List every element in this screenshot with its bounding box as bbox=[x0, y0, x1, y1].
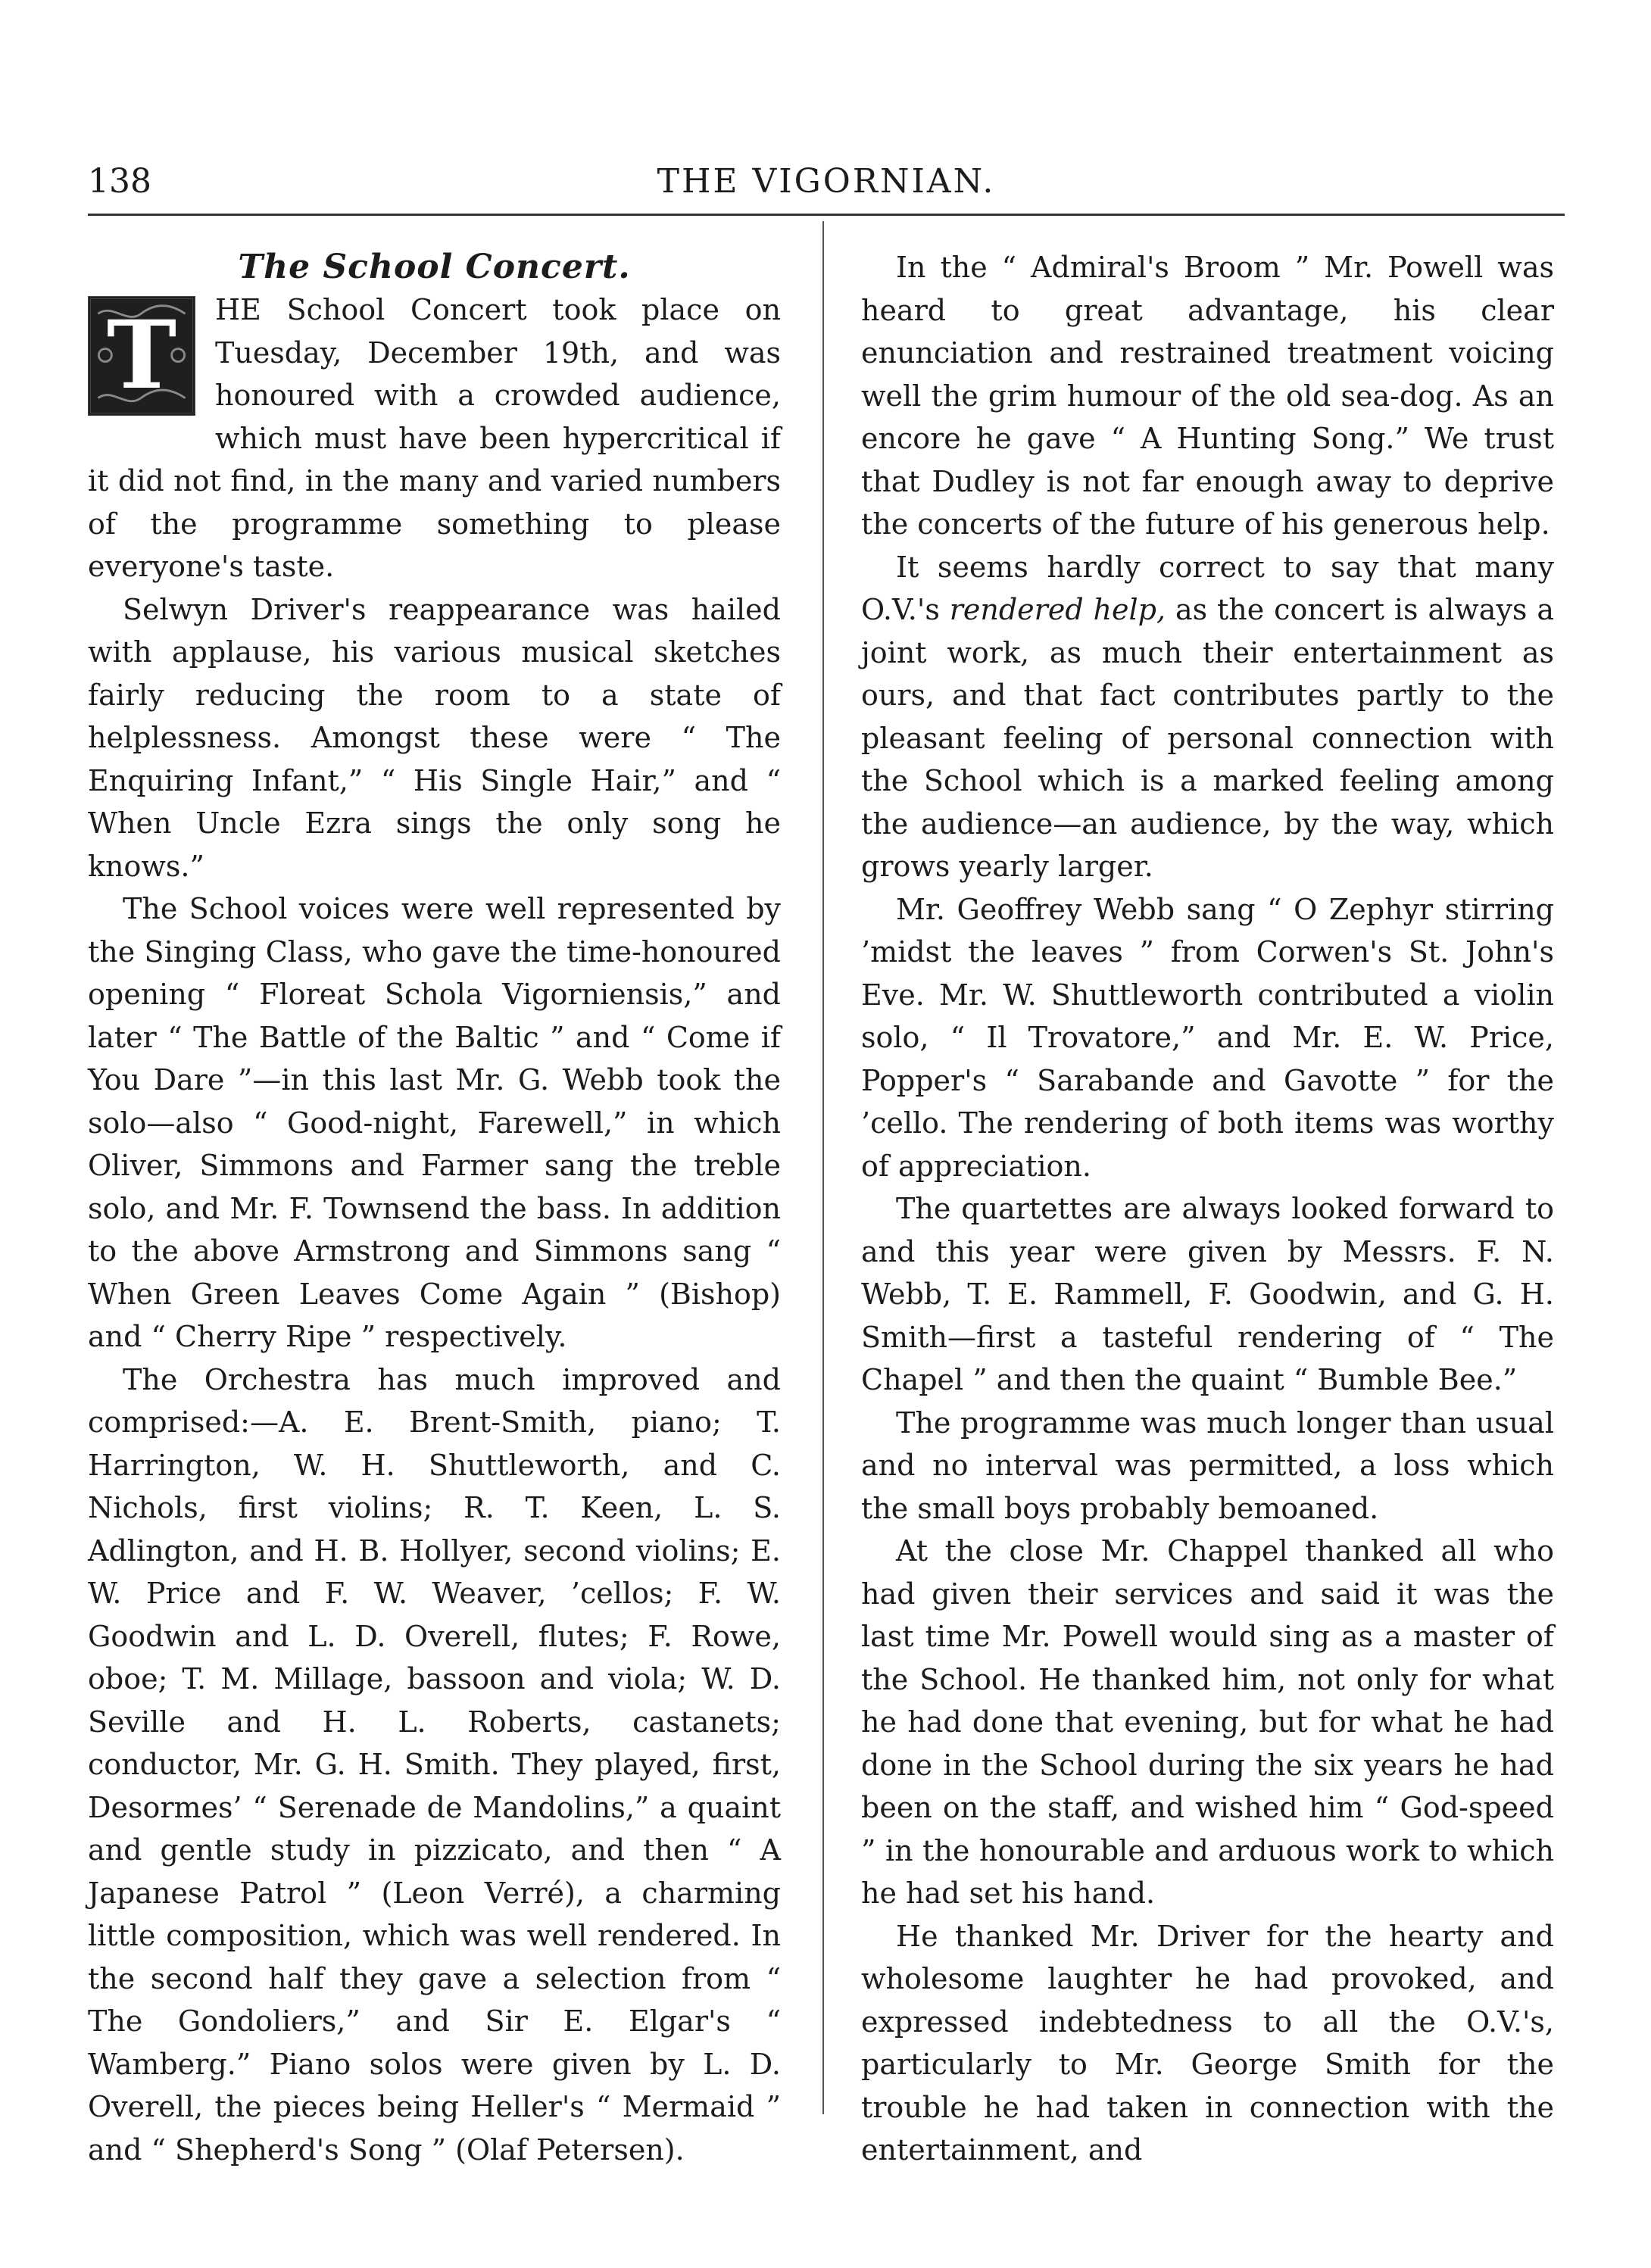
article-paragraph: Mr. Geoffrey Webb sang “ O Zephyr stirring ’midst the leaves ” from Corwen's St. John's Eve. Mr. W. Shuttleworth contributed a violin solo, “ Il Trovatore,” and Mr. E. W. Price, Popper's “ Sarabande and Gavotte ” for the ’cello. The rendering of both items was worthy of appreciation. bbox=[861, 892, 1554, 1183]
emphasis-text: rendered help, bbox=[949, 593, 1166, 626]
dropcap-ornament bbox=[88, 296, 195, 416]
article-paragraph: The School voices were well represented by the Singing Class, who gave the time-honoured opening “ Floreat Schola Vigorniensis,” and later “ The Battle of the Baltic ” and “ Come if You Dare ”—in this last Mr. G. Webb took the solo—also “ Good-night, Farewell,” in which Oliver, Simmons and Farmer sang the treble solo, and Mr. F. Townsend the bass. In addition to the above Armstrong and Simmons sang “ When Green Leaves Come Again ” (Bishop) and “ Cherry Ripe ” respectively. bbox=[88, 892, 781, 1353]
paragraph-text: HE School Concert took place on Tuesday, December 19th, and was honoured with a crowded audience, which must have been hypercritical if it did not find, in the many and varied numbers of the programme something to please everyone's taste. bbox=[88, 293, 781, 583]
article-paragraph: The Orchestra has much improved and comprised:—A. E. Brent-Smith, piano; T. Harrington, W. H. Shuttleworth, and C. Nichols, first violins; R. T. Keen, L. S. Adlington, and H. B. Hollyer, second violins; E. W. Price and F. W. Weaver, ’cellos; F. W. Goodwin and L. D. Overell, flutes; F. Rowe, oboe; T. M. Millage, bassoon and viola; W. D. Seville and H. L. Roberts, castanets; conductor, Mr. G. H. Smith. They played, first, Desormes’ “ Serenade de Mandolins,” a quaint and gentle study in pizzicato, and then “ A Japanese Patrol ” (Leon Verré), a charming little composition, which was well rendered. In the second half they gave a selection from “ The Gondoliers,” and Sir E. Elgar's “ Wamberg.” Piano solos were given by L. D. Overell, the pieces being Heller's “ Mermaid ” and “ Shepherd's Song ” (Olaf Petersen). bbox=[88, 1362, 781, 2167]
article-paragraph: Selwyn Driver's reappearance was hailed with applause, his various musical sketches fairly reducing the room to a state of helplessness. Amongst these were “ The Enquiring Infant,” “ His Single Hair,” and “ When Uncle Ezra sings the only song he knows.” bbox=[88, 592, 781, 883]
dropcap-letter: T bbox=[106, 301, 177, 410]
article-paragraph bbox=[861, 546, 1554, 888]
article-paragraph: At the close Mr. Chappel thanked all who had given their services and said it was the last time Mr. Powell would sing as a master of the School. He thanked him, not only for what he had done that evening, but for what he had done in the School during the six years he had been on the staff, and wished him “ God-speed ” in the honourable and arduous work to which he had set his hand. bbox=[861, 1534, 1554, 1910]
article-paragraph: In the “ Admiral's Broom ” Mr. Powell was heard to great advantage, his clear enunciation and restrained treatment voicing well the grim humour of the old sea-dog. As an encore he gave “ A Hunting Song.” We trust that Dudley is not far enough away to deprive the concerts of the future of his generous help. bbox=[861, 251, 1554, 541]
article-paragraph: The quartettes are always looked forward to and this year were given by Messrs. F. N. Webb, T. E. Rammell, F. Goodwin, and G. H. Smith—first a tasteful rendering of “ The Chapel ” and then the quaint “ Bumble Bee.” bbox=[861, 1192, 1554, 1396]
column-divider bbox=[822, 221, 824, 2114]
article-paragraph: The programme was much longer than usual and no interval was permitted, a loss which the small boys probably bemoaned. bbox=[861, 1405, 1554, 1525]
header-rule bbox=[88, 214, 1565, 216]
right-column bbox=[861, 246, 1554, 2172]
left-column bbox=[88, 246, 781, 2171]
page-number: 138 bbox=[88, 162, 151, 201]
journal-title: THE VIGORNIAN. bbox=[657, 162, 996, 201]
paragraph-text: It seems hardly correct to say that many O.V.'s bbox=[861, 550, 1554, 626]
running-header bbox=[88, 155, 1565, 208]
article-title: The School Concert. bbox=[238, 248, 631, 286]
article-paragraph: He thanked Mr. Driver for the hearty and wholesome laughter he had provoked, and expressed indebtedness to all the O.V.'s, particularly to Mr. George Smith for the trouble he had taken in connection with the entertainment, and bbox=[861, 1919, 1554, 2167]
paragraph-text: as the concert is always a joint work, as much their entertainment as ours, and that fact contributes partly to the pleasant feeling of personal connection with the School which is a marked feeling among the audience—an audience, by the way, which grows yearly larger. bbox=[861, 593, 1554, 883]
article-paragraph bbox=[88, 289, 781, 588]
